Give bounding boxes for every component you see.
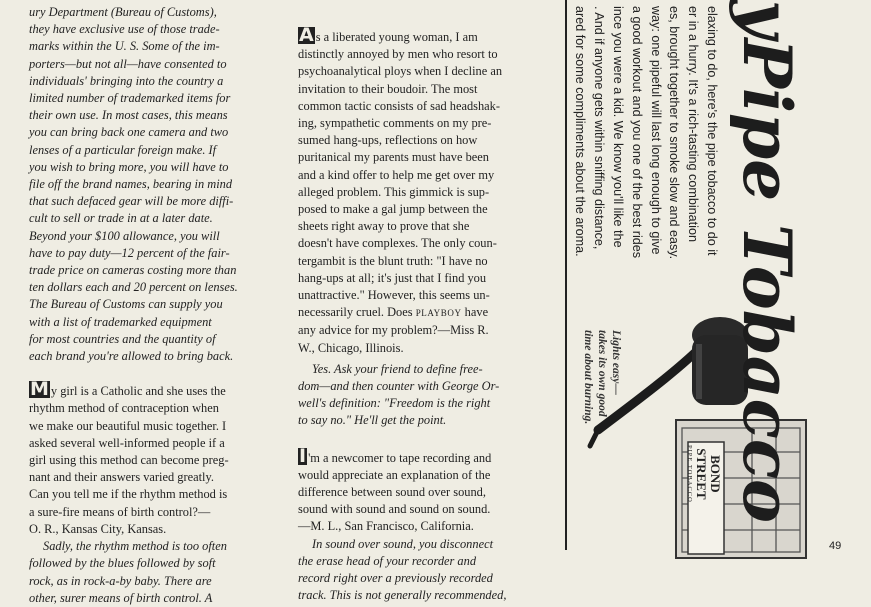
ad-body-line: ared for some compliments about the aroma. [573, 6, 588, 257]
text-line: any advice for my problem?—Miss R. [298, 323, 489, 338]
text-line: distinctly annoyed by men who resort to [298, 47, 498, 62]
text-line: Beyond your $100 allowance, you will [29, 228, 220, 243]
text-line [298, 24, 546, 46]
text-line: a sure-fire means of birth control?— [29, 504, 211, 519]
pack-subtitle: PIPE TOBACCO [686, 445, 693, 503]
text-line [29, 378, 279, 401]
text-line: marks within the U. S. Some of the im- [29, 39, 220, 54]
column-divider [565, 0, 567, 550]
text-line: cult to sell or trade in at a later date. [29, 211, 213, 226]
text-line: we make our beautiful music together. I [29, 418, 227, 433]
text-line: dom—and then counter with George Or- [298, 379, 500, 394]
ad-body-line: a good workout and you one of the best rides [629, 6, 644, 259]
text-line: file off the brand names, bearing in mind [29, 177, 233, 192]
text-line: tergambit is the blunt truth: "I have no [298, 253, 488, 268]
text-line: and a kind offer to help me get over my [298, 167, 495, 182]
text-line: trade price on cameras costing more than [29, 263, 237, 278]
text-line: their own use. In most cases, this means [29, 108, 228, 123]
text-line: you can bring back one camera and two [29, 125, 229, 140]
question-rhythm-method [29, 378, 279, 538]
pack-brand: BOND [708, 455, 723, 493]
text-line: each brand you're allowed to bring back. [29, 349, 234, 364]
text-line: with a list of trademarked equipment [29, 314, 212, 329]
text-line: unattractive." However, this seems un- [298, 288, 490, 303]
text-line: sound with sound and sound on sound. [298, 502, 491, 517]
text-line: have [461, 305, 489, 320]
text-line [298, 444, 546, 467]
ad-body-line: er in a hurry. It's a rich-tasting combination [686, 6, 701, 242]
text-line: O. R., Kansas City, Kansas. [29, 521, 167, 536]
text-line: rock, as in rock-a-by baby. There are [29, 573, 212, 588]
ad-body-line: elaxing to do, here's the pipe tobacco to do it [705, 6, 719, 256]
text-line: y girl is a Catholic and she uses the [50, 384, 226, 399]
question-liberated-woman [298, 24, 546, 357]
text-line: Can you tell me if the rhythm method is [29, 487, 228, 502]
text-line: posed to make a gal jump between the [298, 202, 488, 217]
text-line: sumed hang-ups, reflections on how [298, 133, 478, 148]
text-line: —M. L., San Francisco, California. [298, 519, 474, 534]
magazine-name: PLAYBOY [415, 308, 462, 319]
text-line: In sound over sound, you disconnect [312, 536, 494, 551]
ad-caption [581, 330, 623, 424]
ad-title: yPipe Tobacco [728, 0, 806, 524]
tobacco-advertisement [568, 0, 871, 560]
text-line: you wish to bring more, you will have to [29, 159, 229, 174]
ad-body-line: way: one pipeful will last long enough to give [648, 6, 663, 255]
column-left [29, 4, 279, 607]
text-line: alleged problem. This gimmick is sup- [298, 184, 490, 199]
text-line: would appreciate an explanation of the [298, 467, 491, 482]
ad-body-line: ince you were a kid. We know you'll like the [611, 6, 626, 248]
pack-label [685, 445, 722, 503]
text-line: track. This is not generally recommended, [298, 588, 507, 603]
ad-caption-line: takes its own good [596, 330, 608, 417]
text-line: 'm a newcomer to tape recording and [308, 450, 492, 465]
ad-body-line: . And if anyone gets within sniffing distance, [592, 6, 607, 250]
text-line: necessarily cruel. Does [298, 305, 413, 320]
drop-initial: I [299, 444, 307, 467]
ad-caption-line: Lights easy— [610, 330, 622, 395]
text-line: they have exclusive use of those trade- [29, 22, 220, 37]
pack-brand: STREET [694, 448, 709, 500]
text-line: that such defaced gear will be more diffi- [29, 194, 234, 209]
drop-initial: M [30, 378, 49, 401]
ad-body-line: es, brought together to smoke slow and easy. [667, 6, 682, 260]
text-line: W., Chicago, Illinois. [298, 340, 404, 355]
answer-tape-recording [298, 536, 546, 605]
text-line: sheets right away to prove that she [298, 219, 470, 234]
text-line: puritanical my parents must have been [298, 150, 489, 165]
answer-rhythm-method [29, 538, 279, 607]
text-line: the erase head of your recorder and [298, 553, 477, 568]
text-line: The Bureau of Customs can supply you [29, 297, 223, 312]
text-line: invitation to their boudoir. The most [298, 81, 478, 96]
text-line: lenses of a particular foreign make. If [29, 142, 217, 157]
text-line: hang-ups at all; it's just that I find you [298, 270, 487, 285]
text-line: porters—but not all—have consented to [29, 56, 227, 71]
text-line: rhythm method of contraception when [29, 401, 219, 416]
answer-liberated-woman [298, 361, 546, 430]
text-line: ing, sympathetic comments on my pre- [298, 116, 492, 131]
answer-customs-continued [29, 4, 279, 365]
ad-caption-line: time about burning. [582, 330, 594, 425]
text-line: nant and their answers varied greatly. [29, 470, 214, 485]
text-line: asked several well-informed people if a [29, 435, 225, 450]
text-line: followed by the blues followed by soft [29, 556, 216, 571]
column-middle [298, 24, 546, 605]
text-line: doesn't have complexes. The only coun- [298, 236, 497, 251]
text-line: ury Department (Bureau of Customs), [29, 5, 217, 19]
text-line [298, 304, 546, 322]
text-line: to say no." He'll get the point. [298, 413, 447, 428]
question-tape-recording [298, 444, 546, 536]
text-line: well's definition: "Freedom is the right [298, 396, 491, 411]
ad-title-wrap [728, 0, 806, 524]
text-line: limited number of trademarked items for [29, 91, 231, 106]
ad-body-copy [571, 6, 721, 259]
drop-initial: A [299, 24, 314, 46]
text-line: record right over a previously recorded [298, 571, 493, 586]
text-line: for most countries and the quantity of [29, 331, 216, 346]
text-line: have to pay duty—12 percent of the fair- [29, 245, 230, 260]
page-number: 49 [829, 540, 842, 552]
text-line: girl using this method can become preg- [29, 453, 229, 468]
text-line: Sadly, the rhythm method is too often [43, 539, 227, 554]
text-line: ten dollars each and 20 percent on lenses. [29, 280, 238, 295]
text-line: common tactic consists of sad headshak- [298, 98, 500, 113]
text-line: psychoanalytical ploys when I decline an [298, 64, 503, 79]
text-line: individuals' bringing into the country a [29, 73, 224, 88]
text-line: Yes. Ask your friend to define free- [312, 361, 483, 376]
text-line: difference between sound over sound, [298, 485, 486, 500]
text-line: other, surer means of birth control. A [29, 590, 213, 605]
text-line: s a liberated young woman, I am [315, 30, 478, 44]
